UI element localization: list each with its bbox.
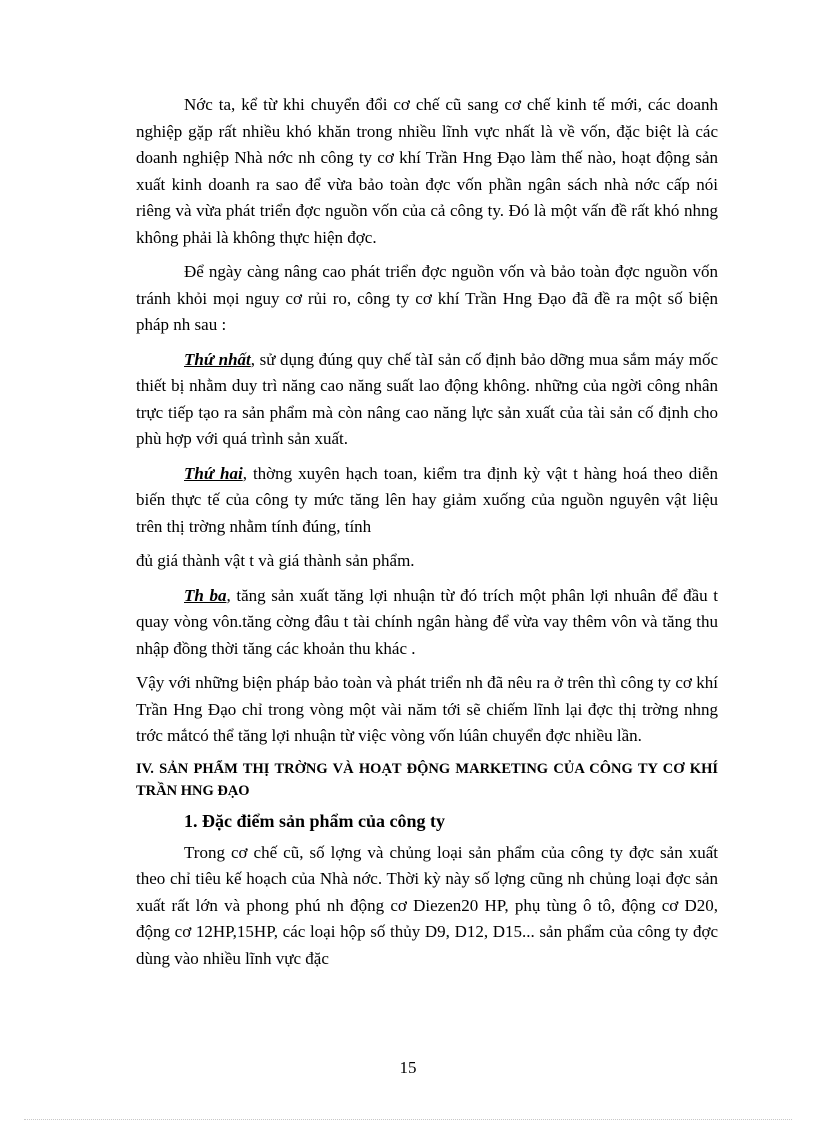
measure-third-text: , tăng sản xuất tăng lợi nhuận từ đó trích một phân lợi nhuân để đầu t quay vòng vôn.tăng cờng đâu t tài chính ngân hàng để vừa vay thêm vôn và tăng thu nhập đồng thời tăng các khoản thu khác . [136, 585, 718, 658]
subsection-heading: 1. Đặc điểm sản phẩm của công ty [184, 810, 446, 831]
body-text [136, 92, 718, 980]
paragraph-conclusion: Vậy với những biện pháp bảo toàn và phát triển nh đã nêu ra ở trên thì công ty cơ khí Trần Hng Đạo chỉ trong vòng một vài năm tới sẽ chiếm lĩnh lại đợc thị trờng nhng trớc mắtcó thể tăng lợi nhuận từ việc vòng vốn lúân chuyển đợc nhiều lần. [136, 673, 718, 745]
paragraph-measure-third [136, 583, 718, 663]
measure-second-text: , thờng xuyên hạch toan, kiểm tra định kỳ vật t hàng hoá theo diễn biến thực tế của công ty mức tăng lên hay giảm xuống của nguồn nguyên vật liệu trên thị trờng nhằm tính đúng, tính [136, 463, 718, 536]
measure-third-label: Th ba [184, 585, 227, 605]
paragraph-capital-context: Nớc ta, kể từ khi chuyển đổi cơ chế cũ sang cơ chế kinh tế mới, các doanh nghiệp gặp rất nhiều khó khăn trong nhiều lĩnh vực nhất là về vốn, đặc biệt là các doanh nghiệp Nhà nớc nh công ty cơ khí Trần Hng Đạo làm thế nào, hoạt động sản xuất kinh doanh ra sao để vừa bảo toàn đợc vốn phần ngân sách nhà nớc cấp nói riêng và vừa phát triển đợc nguồn vốn của cả công ty. Đó là một vấn đề rất khó nhng không phải là không thực hiện đợc. [136, 95, 718, 247]
measure-first-label: Thứ nhất [184, 349, 251, 369]
paragraph-measure-second-continued: đủ giá thành vật t và giá thành sản phẩm. [136, 551, 415, 570]
measure-first-text: , sử dụng đúng quy chế tàI sản cố định bảo dỡng mua sắm máy mốc thiết bị nhằm duy trì năng cao năng suất lao động không. những của ngời công nhân trực tiếp tạo ra sản phẩm mà còn nâng cao năng lực sản xuất của tài sản cố định cho phù hợp với quá trình sản xuất. [136, 349, 718, 448]
section-heading: IV. SẢN PHẨM THỊ TRỜNG VÀ HOẠT ĐỘNG MARKETING CỦA CÔNG TY CƠ KHÍ TRẦN HNG ĐẠO [136, 760, 718, 799]
paragraph-measure-second [136, 461, 718, 541]
paragraph-measure-first [136, 347, 718, 453]
paragraph-measures-intro: Để ngày càng nâng cao phát triển đợc nguồn vốn và bảo toàn đợc nguồn vốn tránh khỏi mọi nguy cơ rủi ro, công ty cơ khí Trần Hng Đạo đã đề ra một số biện pháp nh sau : [136, 262, 718, 334]
measure-second-label: Thứ hai [184, 463, 243, 483]
page-number: 15 [399, 1058, 417, 1077]
paragraph-product-characteristics: Trong cơ chế cũ, số lợng và chủng loại sản phẩm của công ty đợc sản xuất theo chỉ tiêu kế hoạch của Nhà nớc. Thời kỳ này số lợng cũng nh chủng loại đợc sản xuất rất lớn và phong phú nh động cơ Diezen20 HP, phụ tùng ô tô, động cơ D20, động cơ 12HP,15HP, các loại hộp số thủy D9, D12, D15... sản phẩm của công ty đợc dùng vào nhiều lĩnh vực đặc [136, 842, 718, 968]
page-bottom-divider [24, 1119, 792, 1120]
